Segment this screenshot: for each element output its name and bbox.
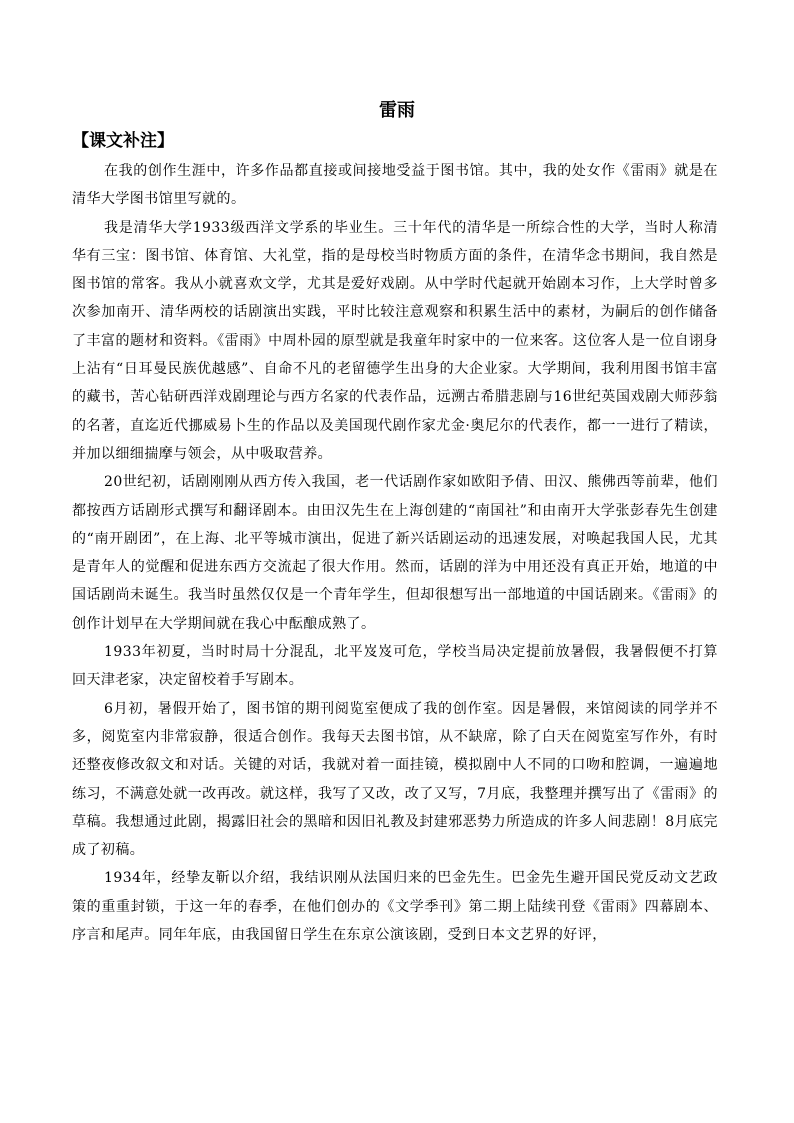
paragraph-6: 1934年，经挚友靳以介绍，我结识刚从法国归来的巴金先生。巴金先生避开国民党反动文艺政策的重重封锁，于这一年的春季，在他们创办的《文学季刊》第二期上陆续刊登《雷雨》四幕剧本、序言和尾声。同年年底，由我国留日学生在东京公演该剧，受到日本文艺界的好评，	[72, 870, 718, 944]
paragraph-3: 20世纪初，话剧刚刚从西方传入我国，老一代话剧作家如欧阳予倩、田汉、熊佛西等前辈，他们都按西方话剧形式撰写和翻译剧本。由田汉先生在上海创建的“南国社”和由南开大学张彭春先生创建的“南开剧团”，在上海、北平等城市演出，促进了新兴话剧运动的迅速发展，对唤起我国人民，尤其是青年人的觉醒和促进东西方交流起了很大作用。然而，话剧的洋为中用还没有真正开始，地道的中国话剧尚未诞生。我当时虽然仅仅是一个青年学生，但却很想写出一部地道的中国话剧来。《雷雨》的创作计划早在大学期间就在我心中酝酿成熟了。	[72, 474, 718, 632]
section-heading: 【课文补注】	[72, 131, 174, 151]
paragraph-2: 我是清华大学1933级西洋文学系的毕业生。三十年代的清华是一所综合性的大学，当时人称清华有三宝：图书馆、体育馆、大礼堂，指的是母校当时物质方面的条件，在清华念书期间，我自然是图书馆的常客。我从小就喜欢文学，尤其是爱好戏剧。从中学时代起就开始剧本习作，上大学时曾多次参加南开、清华两校的话剧演出实践，平时比较注意观察和积累生活中的素材，为嗣后的创作储备了丰富的题材和资料。《雷雨》中周朴园的原型就是我童年时家中的一位来客。这位客人是一位自诩身上沾有“日耳曼民族优越感”、自命不凡的老留德学生出身的大企业家。大学期间，我利用图书馆丰富的藏书，苦心钻研西洋戏剧理论与西方名家的代表作品，远溯古希腊悲剧与16世纪英国戏剧大师莎翁的名著，直迄近代挪威易卜生的作品以及美国现代剧作家尤金·奥尼尔的代表作，都一一进行了精读，并加以细细揣摩与领会，从中吸取营养。	[72, 219, 718, 462]
body-text	[72, 157, 718, 949]
paragraph-5: 6月初，暑假开始了，图书馆的期刊阅览室便成了我的创作室。因是暑假，来馆阅读的同学并不多，阅览室内非常寂静，很适合创作。我每天去图书馆，从不缺席，除了白天在阅览室写作外，有时还整夜修改叙文和对话。关键的对话，我就对着一面挂镜，模拟剧中人不同的口吻和腔调，一遍遍地练习，不满意处就一改再改。就这样，我写了又改，改了又写，7月底，我整理并撰写出了《雷雨》的草稿。我想通过此剧，揭露旧社会的黑暗和因旧礼教及封建邪恶势力所造成的许多人间悲剧！8月底完成了初稿。	[72, 700, 718, 859]
paragraph-1: 在我的创作生涯中，许多作品都直接或间接地受益于图书馆。其中，我的处女作《雷雨》就是在清华大学图书馆里写就的。	[72, 163, 718, 208]
paragraph-4: 1933年初夏，当时时局十分混乱，北平岌岌可危，学校当局决定提前放暑假，我暑假便不打算回天津老家，决定留校着手写剧本。	[72, 644, 718, 689]
document-title: 雷雨	[379, 100, 415, 121]
